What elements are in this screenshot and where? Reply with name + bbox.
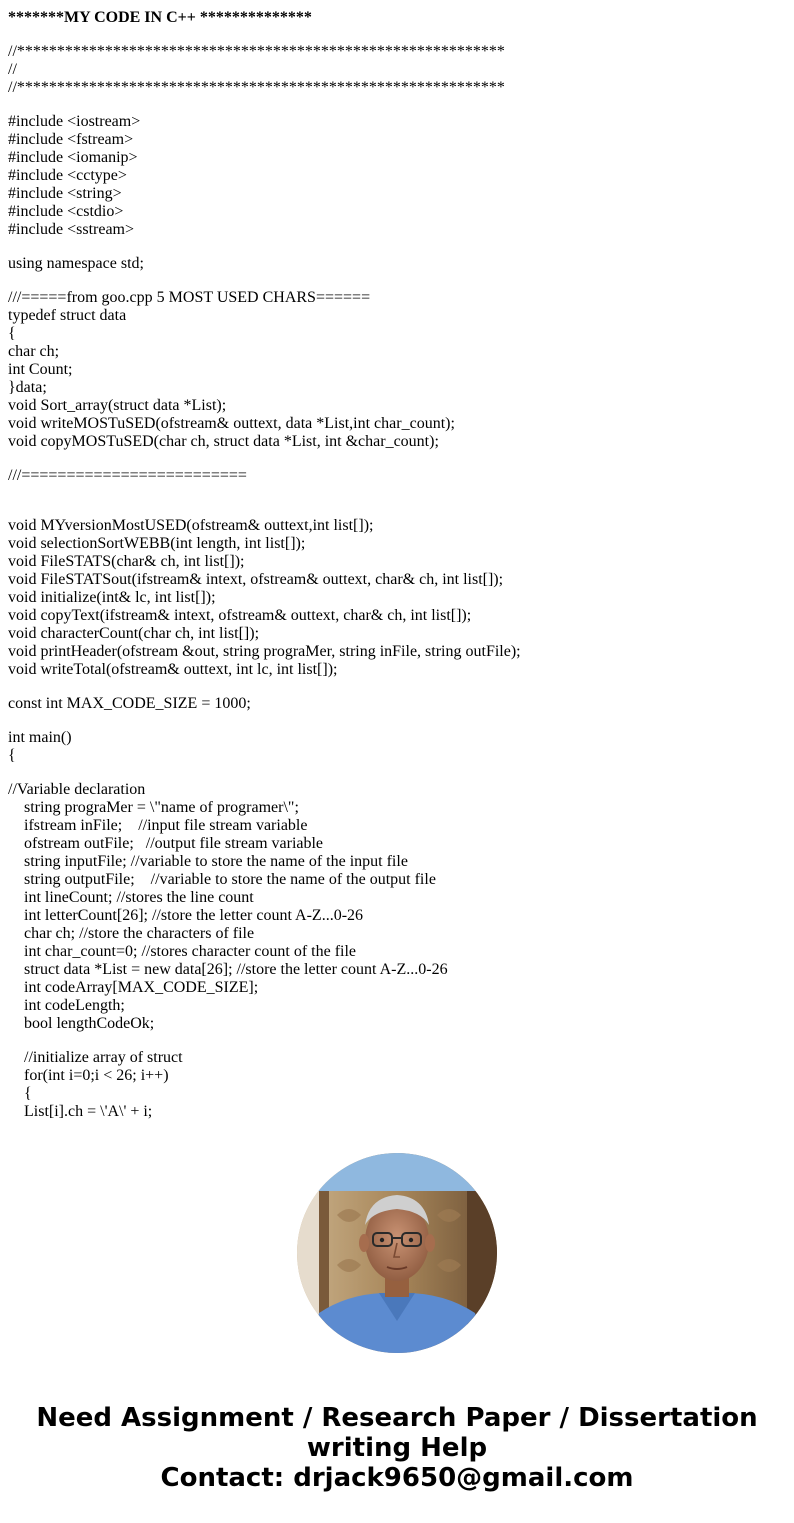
code-line: void writeMOSTuSED(ofstream& outtext, data *List,int char_count);: [8, 415, 455, 432]
code-line: struct data *List = new data[26]; //store the letter count A-Z...0-26: [24, 961, 448, 978]
code-line: #include <cctype>: [8, 167, 127, 184]
blank-line: [8, 765, 788, 781]
blank-line: [8, 501, 788, 517]
code-line: #include <iostream>: [8, 113, 141, 130]
code-line: const int MAX_CODE_SIZE = 1000;: [8, 695, 251, 712]
document-title: *******MY CODE IN C++ **************: [8, 9, 312, 26]
code-line: void printHeader(ofstream &out, string prograMer, string inFile, string outFile);: [8, 643, 521, 660]
contact-email: Contact: drjack9650@gmail.com: [160, 1463, 634, 1493]
code-line: {: [8, 325, 16, 342]
promo-line-2: writing Help: [306, 1433, 488, 1463]
blank-line: [8, 485, 788, 501]
author-photo-illustration: [297, 1153, 497, 1353]
code-line: #include <string>: [8, 185, 122, 202]
code-line: string outputFile; //variable to store the name of the output file: [24, 871, 436, 888]
code-line: {: [8, 747, 16, 764]
code-line: int Count;: [8, 361, 73, 378]
code-line: string prograMer = \"name of programer\";: [24, 799, 299, 816]
code-line: #include <cstdio>: [8, 203, 124, 220]
code-line: void copyMOSTuSED(char ch, struct data *List, int &char_count);: [8, 433, 439, 450]
code-line: #include <iomanip>: [8, 149, 138, 166]
code-line: void copyText(ifstream& intext, ofstream& outtext, char& ch, int list[]);: [8, 607, 472, 624]
code-line: ofstream outFile; //output file stream variable: [24, 835, 324, 852]
blank-line: [8, 273, 788, 289]
code-line: bool lengthCodeOk;: [24, 1015, 155, 1032]
code-line: //Variable declaration: [8, 781, 146, 798]
code-line: List[i].ch = \'A\' + i;: [24, 1103, 153, 1120]
blank-line: [8, 713, 788, 729]
blank-line: [8, 27, 788, 43]
code-line: for(int i=0;i < 26; i++): [24, 1067, 169, 1084]
blank-line: [8, 679, 788, 695]
code-line: ifstream inFile; //input file stream variable: [24, 817, 308, 834]
code-line: void MYversionMostUSED(ofstream& outtext,int list[]);: [8, 517, 374, 534]
code-line: char ch;: [8, 343, 60, 360]
code-document: [8, 9, 788, 1121]
code-line: }data;: [8, 379, 47, 396]
code-line: using namespace std;: [8, 255, 144, 272]
code-line: #include <sstream>: [8, 221, 135, 238]
code-line: int main(): [8, 729, 72, 746]
code-line: //*************************************************************: [8, 43, 505, 60]
code-line: {: [24, 1085, 32, 1102]
code-line: void selectionSortWEBB(int length, int list[]);: [8, 535, 306, 552]
blank-line: [8, 1033, 788, 1049]
code-line: typedef struct data: [8, 307, 127, 324]
promo-line-1: Need Assignment / Research Paper / Dissertation: [36, 1403, 758, 1433]
code-line: int lineCount; //stores the line count: [24, 889, 254, 906]
code-line: void initialize(int& lc, int list[]);: [8, 589, 216, 606]
code-line: char ch; //store the characters of file: [24, 925, 255, 942]
blank-line: [8, 451, 788, 467]
code-line: int codeLength;: [24, 997, 125, 1014]
author-avatar: [297, 1153, 497, 1353]
code-line: #include <fstream>: [8, 131, 134, 148]
code-line: ///=====from goo.cpp 5 MOST USED CHARS======: [8, 289, 371, 306]
code-line: int codeArray[MAX_CODE_SIZE];: [24, 979, 259, 996]
code-line: //initialize array of struct: [24, 1049, 183, 1066]
code-line: //: [8, 61, 17, 78]
blank-line: [8, 239, 788, 255]
code-line: string inputFile; //variable to store the name of the input file: [24, 853, 408, 870]
code-line: int letterCount[26]; //store the letter count A-Z...0-26: [24, 907, 364, 924]
promo-banner: [0, 1403, 794, 1493]
code-line: void FileSTATSout(ifstream& intext, ofstream& outtext, char& ch, int list[]);: [8, 571, 504, 588]
code-line: void FileSTATS(char& ch, int list[]);: [8, 553, 245, 570]
code-line: ///=========================: [8, 467, 247, 484]
code-line: void Sort_array(struct data *List);: [8, 397, 227, 414]
code-line: void characterCount(char ch, int list[]);: [8, 625, 260, 642]
code-line: //*************************************************************: [8, 79, 505, 96]
code-listing: [8, 27, 788, 1121]
code-line: void writeTotal(ofstream& outtext, int lc, int list[]);: [8, 661, 338, 678]
code-line: int char_count=0; //stores character count of the file: [24, 943, 357, 960]
blank-line: [8, 97, 788, 113]
